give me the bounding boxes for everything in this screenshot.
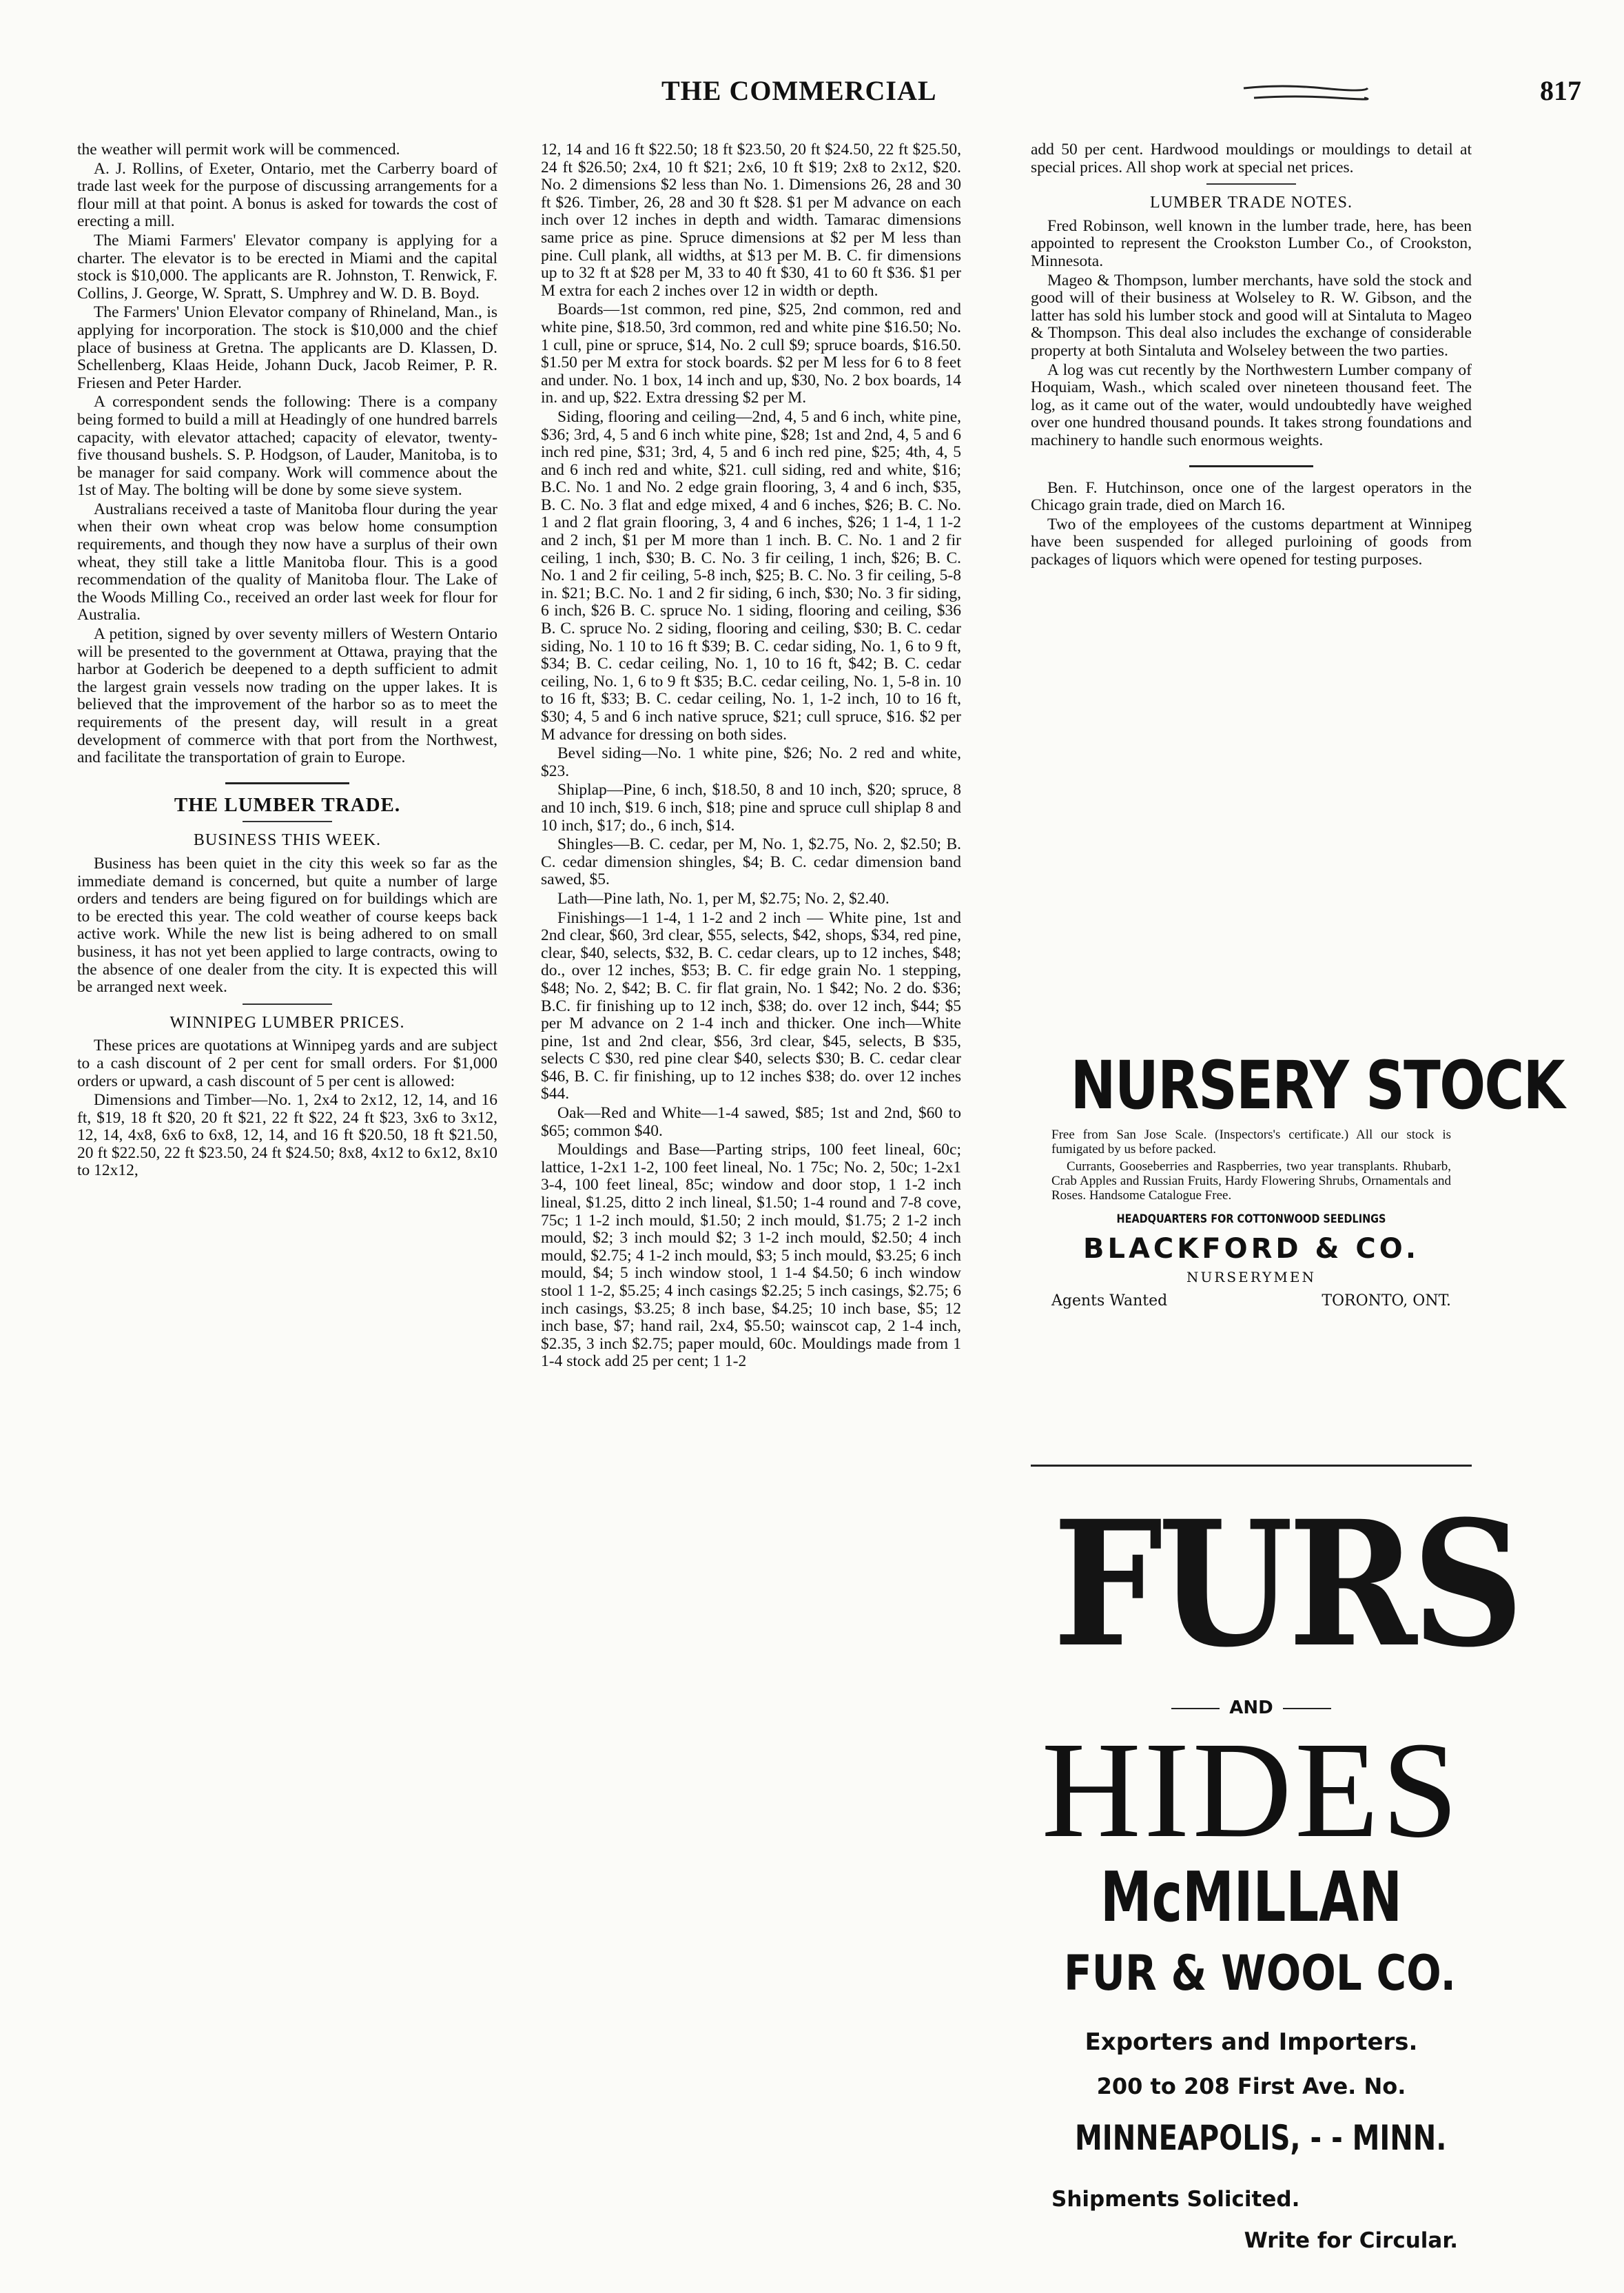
section-divider bbox=[225, 782, 349, 784]
ad-text: Free from San Jose Scale. (Inspectors's certificate.) All our stock is fumigated by us before packed. bbox=[1051, 1128, 1451, 1156]
ad-agents: Agents Wanted bbox=[1051, 1292, 1168, 1309]
paragraph: Dimensions and Timber—No. 1, 2x4 to 2x12, 12, 14, and 16 ft, $19, 18 ft $20, 20 ft $21, 22 ft $22, 24 ft $23, 3x6 to 3x12, 12, 14, 4x8, 6x6 to 6x8, 12, 14, and 16 ft $20.50, 18 ft $21.50, 20 ft $22.50, 22 ft $23.50, 24 ft $24.50; 8x8, 4x12 to 6x12, 8x10 to 12x12, bbox=[77, 1091, 497, 1180]
paragraph: Two of the employees of the customs department at Winnipeg have been suspended for alleged purloining of goods from packages of liquors which were opened for testing purposes. bbox=[1031, 515, 1472, 569]
paragraph: Australians received a taste of Manitoba flour during the year when their own wheat crop was below home consumption requirements, and though they now have a surplus of their own wheat, they still take a little Manitoba flour. This is a good recommendation of the quality of Manitoba flour. The Lake of the Woods Milling Co., received an order last week for flour for Australia. bbox=[77, 500, 497, 624]
ad-company-sub: FUR & WOOL CO. bbox=[1064, 1945, 1457, 2001]
ad-address: 200 to 208 First Ave. No. bbox=[1096, 2073, 1406, 2099]
ad-hides-headline: HIDES bbox=[1041, 1714, 1461, 1866]
paragraph: Finishings—1 1-4, 1 1-2 and 2 inch — White pine, 1st and 2nd clear, $60, 3rd clear, $55, selects, $42, shops, $34, red pine, clear, $40, selects, $32, B. C. cedar clears, up to 12 inches, $48; do., over 12 inches, $53; B. C. fir edge grain No. 1 stepping, $48; No. 2, $42; B. C. fir flat grain, No. 1 $42; No. 2 do. $36; B.C. fir finishing up to 12 inch, $38; do. over 12 inch, $44; $5 per M advance on 2 1-4 inch and thicker. One inch—White pine, 1st and 2nd clear, $56, 3rd clear, $45, selects, B $35, selects C $30, red pine clear $40, selects $30; B. C. cedar clear $46, B. C. fir finishing, up to 12 inches $38; do. over 12 inches $44. bbox=[541, 908, 961, 1103]
divider bbox=[1206, 183, 1296, 185]
paragraph: A correspondent sends the following: There is a company being formed to build a mill at Headingly of one hundred barrels capacity, with elevator attached; capacity of elevator, twenty-five thousand bushels. S. P. Hodgson, of Lauder, Manitoba, is to be manager for said company. Work will commence about the 1st of May. The bolting will be done by some sieve system. bbox=[77, 393, 497, 500]
paragraph: 12, 14 and 16 ft $22.50; 18 ft $23.50, 20 ft $24.50, 22 ft $25.50, 24 ft $26.50; 2x4, 10 ft $21; 2x6, 10 ft $19; 2x8 to 2x12, $20. No. 2 dimensions $2 less than No. 1. Dimensions 26, 28 and 30 ft $26. Timber, 26, 28 and 30 ft $28. $1 per M advance on each inch over 12 inches in depth and width. Tamarac dimensions same price as pine. Spruce dimensions at $2 per M less than pine. Cull plank, all widths, at $13 per M. B. C. fir dimensions up to 32 ft at $28 per M, 33 to 40 ft $30, 41 to 60 ft $36. $1 per M extra for each 2 inches over 12 in width or depth. bbox=[541, 141, 961, 300]
ad-city: MINNEAPOLIS, - - MINN. bbox=[1075, 2118, 1447, 2158]
paragraph: A. J. Rollins, of Exeter, Ontario, met the Carberry board of trade last week for the purpose of discussing arrangements for a flour mill at that point. A bonus is asked for towards the cost of erecting a mill. bbox=[77, 159, 497, 231]
divider bbox=[243, 821, 332, 822]
subheading: WINNIPEG LUMBER PRICES. bbox=[169, 1013, 405, 1032]
page-header bbox=[0, 74, 1624, 123]
header-ornament-icon bbox=[1240, 83, 1371, 103]
ad-tagline: Exporters and Importers. bbox=[1085, 2028, 1418, 2056]
ad-headline: NURSERY STOCK bbox=[1070, 1047, 1564, 1124]
publication-title: THE COMMERCIAL bbox=[661, 75, 937, 106]
paragraph: Bevel siding—No. 1 white pine, $26; No. 2 red and white, $23. bbox=[541, 744, 961, 780]
paragraph: Business has been quiet in the city this week so far as the immediate demand is concerned, but quite a number of large orders and tenders are being figured on for buildings which are to be erected this year. The cold weather of course keeps back active work. While the new list is being adhered to on small business, it has not yet been applied to large contracts, owing to the absence of one dealer from the city. It is expected this will be arranged next week. bbox=[77, 854, 497, 997]
column-left bbox=[77, 141, 497, 2250]
section-heading: THE LUMBER TRADE. bbox=[174, 793, 401, 816]
page-number: 817 bbox=[1540, 75, 1581, 106]
paragraph: These prices are quotations at Winnipeg yards and are subject to a cash discount of 2 per cent for small orders. For $1,000 orders or upward, a cash discount of 5 per cent is allowed: bbox=[77, 1037, 497, 1090]
paragraph: the weather will permit work will be commenced. bbox=[77, 141, 400, 159]
ad-location: TORONTO, ONT. bbox=[1322, 1292, 1451, 1309]
column-right bbox=[1031, 141, 1472, 1075]
ad-write: Write for Circular. bbox=[1244, 2228, 1458, 2253]
paragraph: Shingles—B. C. cedar, per M, No. 1, $2.75, No. 2, $2.50; B. C. cedar dimension shingles, $4; B. C. cedar dimension band sawed, $5. bbox=[541, 835, 961, 889]
ad-and-text: AND bbox=[1229, 1698, 1273, 1718]
paragraph: A log was cut recently by the Northwestern Lumber company of Hoquiam, Wash., which scaled over nineteen thousand feet. The log, as it came out of the water, would undoubtedly have weighed over one hundred thousand pounds. It takes strong foundations and machinery to handle such enormous weights. bbox=[1031, 360, 1472, 449]
paragraph: A petition, signed by over seventy millers of Western Ontario will be presented to the government at Ottawa, praying that the harbor at Goderich be deepened to a depth sufficient to admit the largest grain vessels now trading on the upper lakes. It is believed that the improvement of the harbor so as to meet the requirements of the present day, will result in a great development of commerce with that port from the Northwest, and facilitate the transportation of grain to Europe. bbox=[77, 625, 497, 767]
paragraph: Shiplap—Pine, 6 inch, $18.50, 8 and 10 inch, $20; spruce, 8 and 10 inch, $19. 6 inch, $18; pine and spruce cull shiplap 8 and 10 inch, $17; do., 6 inch, $14. bbox=[541, 781, 961, 835]
subheading: BUSINESS THIS WEEK. bbox=[193, 831, 382, 850]
ad-footer bbox=[1051, 1292, 1451, 1309]
ad-shipments: Shipments Solicited. bbox=[1051, 2187, 1300, 2212]
column-middle bbox=[541, 141, 961, 2250]
paragraph: Siding, flooring and ceiling—2nd, 4, 5 and 6 inch, white pine, $36; 3rd, 4, 5 and 6 inch white pine, $28; 1st and 2nd, 4, 5 and 6 inch red pine, $31; 3rd, 4, 5 and 6 inch red pine, $25; 4th, 4, 5 and 6 inch red and white, $21. cull siding, red and white, $16; B.C. No. 1 and No. 2 edge grain flooring, 3, 4 and 6 inch, $35, B. C. No. 3 flat and edge mixed, 4 and 6 inches, $26; B. C. No. 1 and 2 flat grain flooring, 3, 4 and 6 inches, $26; 1 1-4, 1 1-2 and 2 inch, $1 per M more than 1 inch. B. C. No. 1 and 2 fir ceiling, 1 inch, $30; B. C. No. 3 fir ceiling, 1 inch, $26; B. C. No. 1 and 2 fir ceiling, 5-8 inch, $25; B. C. No. 3 fir ceiling, 5-8 in. $21; B.C. No. 1 and 2 fir siding, 6 inch, $30; No. 3 fir siding, 6 inch, $26 B. C. spruce No. 1 siding, flooring and ceiling, $36 B. C. spruce No. 2 siding, flooring and ceiling, $30; B. C. cedar siding, No. 1 10 to 16 ft $39; B. C. cedar siding, No. 1, 6 to 9 ft, $34; B. C. cedar ceiling, No. 1, 10 to 16 ft, $42; B. C. cedar ceiling, No. 1, 6 to 9 ft $35; B.C. cedar ceiling, No. 1, 5-8 in. 10 to 16 ft, $33; B. C. cedar ceiling, No. 1, 1-2 inch, 10 to 16 ft, $30; 4, 5 and 6 inch native spruce, $21; cull spruce, $16. $2 per M advance for dressing on both sides. bbox=[541, 407, 961, 744]
paragraph: The Miami Farmers' Elevator company is applying for a charter. The elevator is to be erected in Miami and the capital stock is $10,000. The applicants are R. Johnston, T. Renwick, F. Collins, J. George, W. Spratt, S. Umphrey and W. D. B. Boyd. bbox=[77, 231, 497, 303]
divider bbox=[243, 1003, 332, 1005]
subheading: LUMBER TRADE NOTES. bbox=[1150, 194, 1353, 212]
paragraph: Lath—Pine lath, No. 1, per M, $2.75; No. 2, $2.40. bbox=[557, 889, 890, 908]
furs-advertisement bbox=[1031, 1465, 1519, 2287]
ad-furs-headline: FURS bbox=[1053, 1482, 1519, 1685]
paragraph: Mageo & Thompson, lumber merchants, have sold the stock and good will of their business at Wolseley to R. W. Gibson, and the latter has sold his lumber stock and good will at Sintaluta to Mageo & Thompson. This deal also includes the exchange of considerable property at both Sintaluta and Wolseley between the two parties. bbox=[1031, 271, 1472, 360]
ad-text: Currants, Gooseberries and Raspberries, two year transplants. Rhubarb, Crab Apples and Russian Fruits, Hardy Flowering Shrubs, Ornamentals and Roses. Handsome Catalogue Free. bbox=[1051, 1159, 1451, 1203]
paragraph: add 50 per cent. Hardwood mouldings or mouldings to detail at special prices. All shop work at special net prices. bbox=[1031, 141, 1472, 176]
ad-company-name: McMILLAN bbox=[1100, 1857, 1403, 1937]
paragraph: The Farmers' Union Elevator company of Rhineland, Man., is applying for incorporation. The stock is $10,000 and the chief place of business at Gretna. The applicants are D. Klassen, D. Schellenberg, Klaas Heide, Johann Duck, Jacob Reimer, P. R. Friesen and Peter Harder. bbox=[77, 303, 497, 392]
paragraph: Ben. F. Hutchinson, once one of the largest operators in the Chicago grain trade, died on March 16. bbox=[1031, 478, 1472, 515]
ad-subtitle: NURSERYMEN bbox=[1186, 1269, 1316, 1285]
paragraph: Mouldings and Base—Parting strips, 100 feet lineal, 60c; lattice, 1-2x1 1-2, 100 feet lineal, No. 1 75c; No. 2, 50c; 1-2x1 3-4, 100 feet lineal, 85c; window and door stop, 1 1-2 inch lineal, $1.25, ditto 2 inch lineal, $1.50; 1-4 round and 7-8 cove, 75c; 1 1-2 inch mould, $1.50; 2 inch mould, $1.75; 2 1-2 inch mould, $2; 3 inch mould $2; 3 1-2 inch mould, $2.50; 4 inch mould, $2.75; 4 1-2 inch mould, $3; 5 inch mould, $3.25; 6 inch mould, $4; 5 inch window stool, 1 1-4 $4.50; 6 inch window stool 1 1-2, $5.25; 4 inch casings $2.25; 5 inch casings, $2.75; 6 inch casings, $3.25; 8 inch base, $4.25; 10 inch base, $5; 12 inch base, $7; hand rail, 2x4, $5.50; wainscot cap, 2 1-4 inch, $2.35, 3 inch $2.75; paper mould, 60c. Mouldings made from 1 1-4 stock add 25 per cent; 1 1-2 bbox=[541, 1141, 961, 1371]
ad-headquarters: HEADQUARTERS FOR COTTONWOOD SEEDLINGS bbox=[1116, 1212, 1386, 1226]
ad-company: BLACKFORD & CO. bbox=[1082, 1233, 1420, 1265]
nursery-advertisement bbox=[1031, 1047, 1564, 1440]
paragraph: Fred Robinson, well known in the lumber trade, here, has been appointed to represent the Crookston Lumber Co., of Crookston, Minnesota. bbox=[1031, 216, 1472, 270]
divider bbox=[1189, 465, 1313, 467]
paragraph: Boards—1st common, red pine, $25, 2nd common, red and white pine, $18.50, 3rd common, red and white pine $16.50; No. 1 cull, pine or spruce, $14, No. 2 cull $9; spruce boards, $16.50. $1.50 per M extra for stock boards. $2 per M less for 6 to 8 feet and under. No. 1 box, 14 inch and up, $30, No. 2 box boards, 14 in. and up, $22. Extra dressing $2 per M. bbox=[541, 300, 961, 407]
paragraph: Oak—Red and White—1-4 sawed, $85; 1st and 2nd, $60 to $65; common $40. bbox=[541, 1104, 961, 1140]
